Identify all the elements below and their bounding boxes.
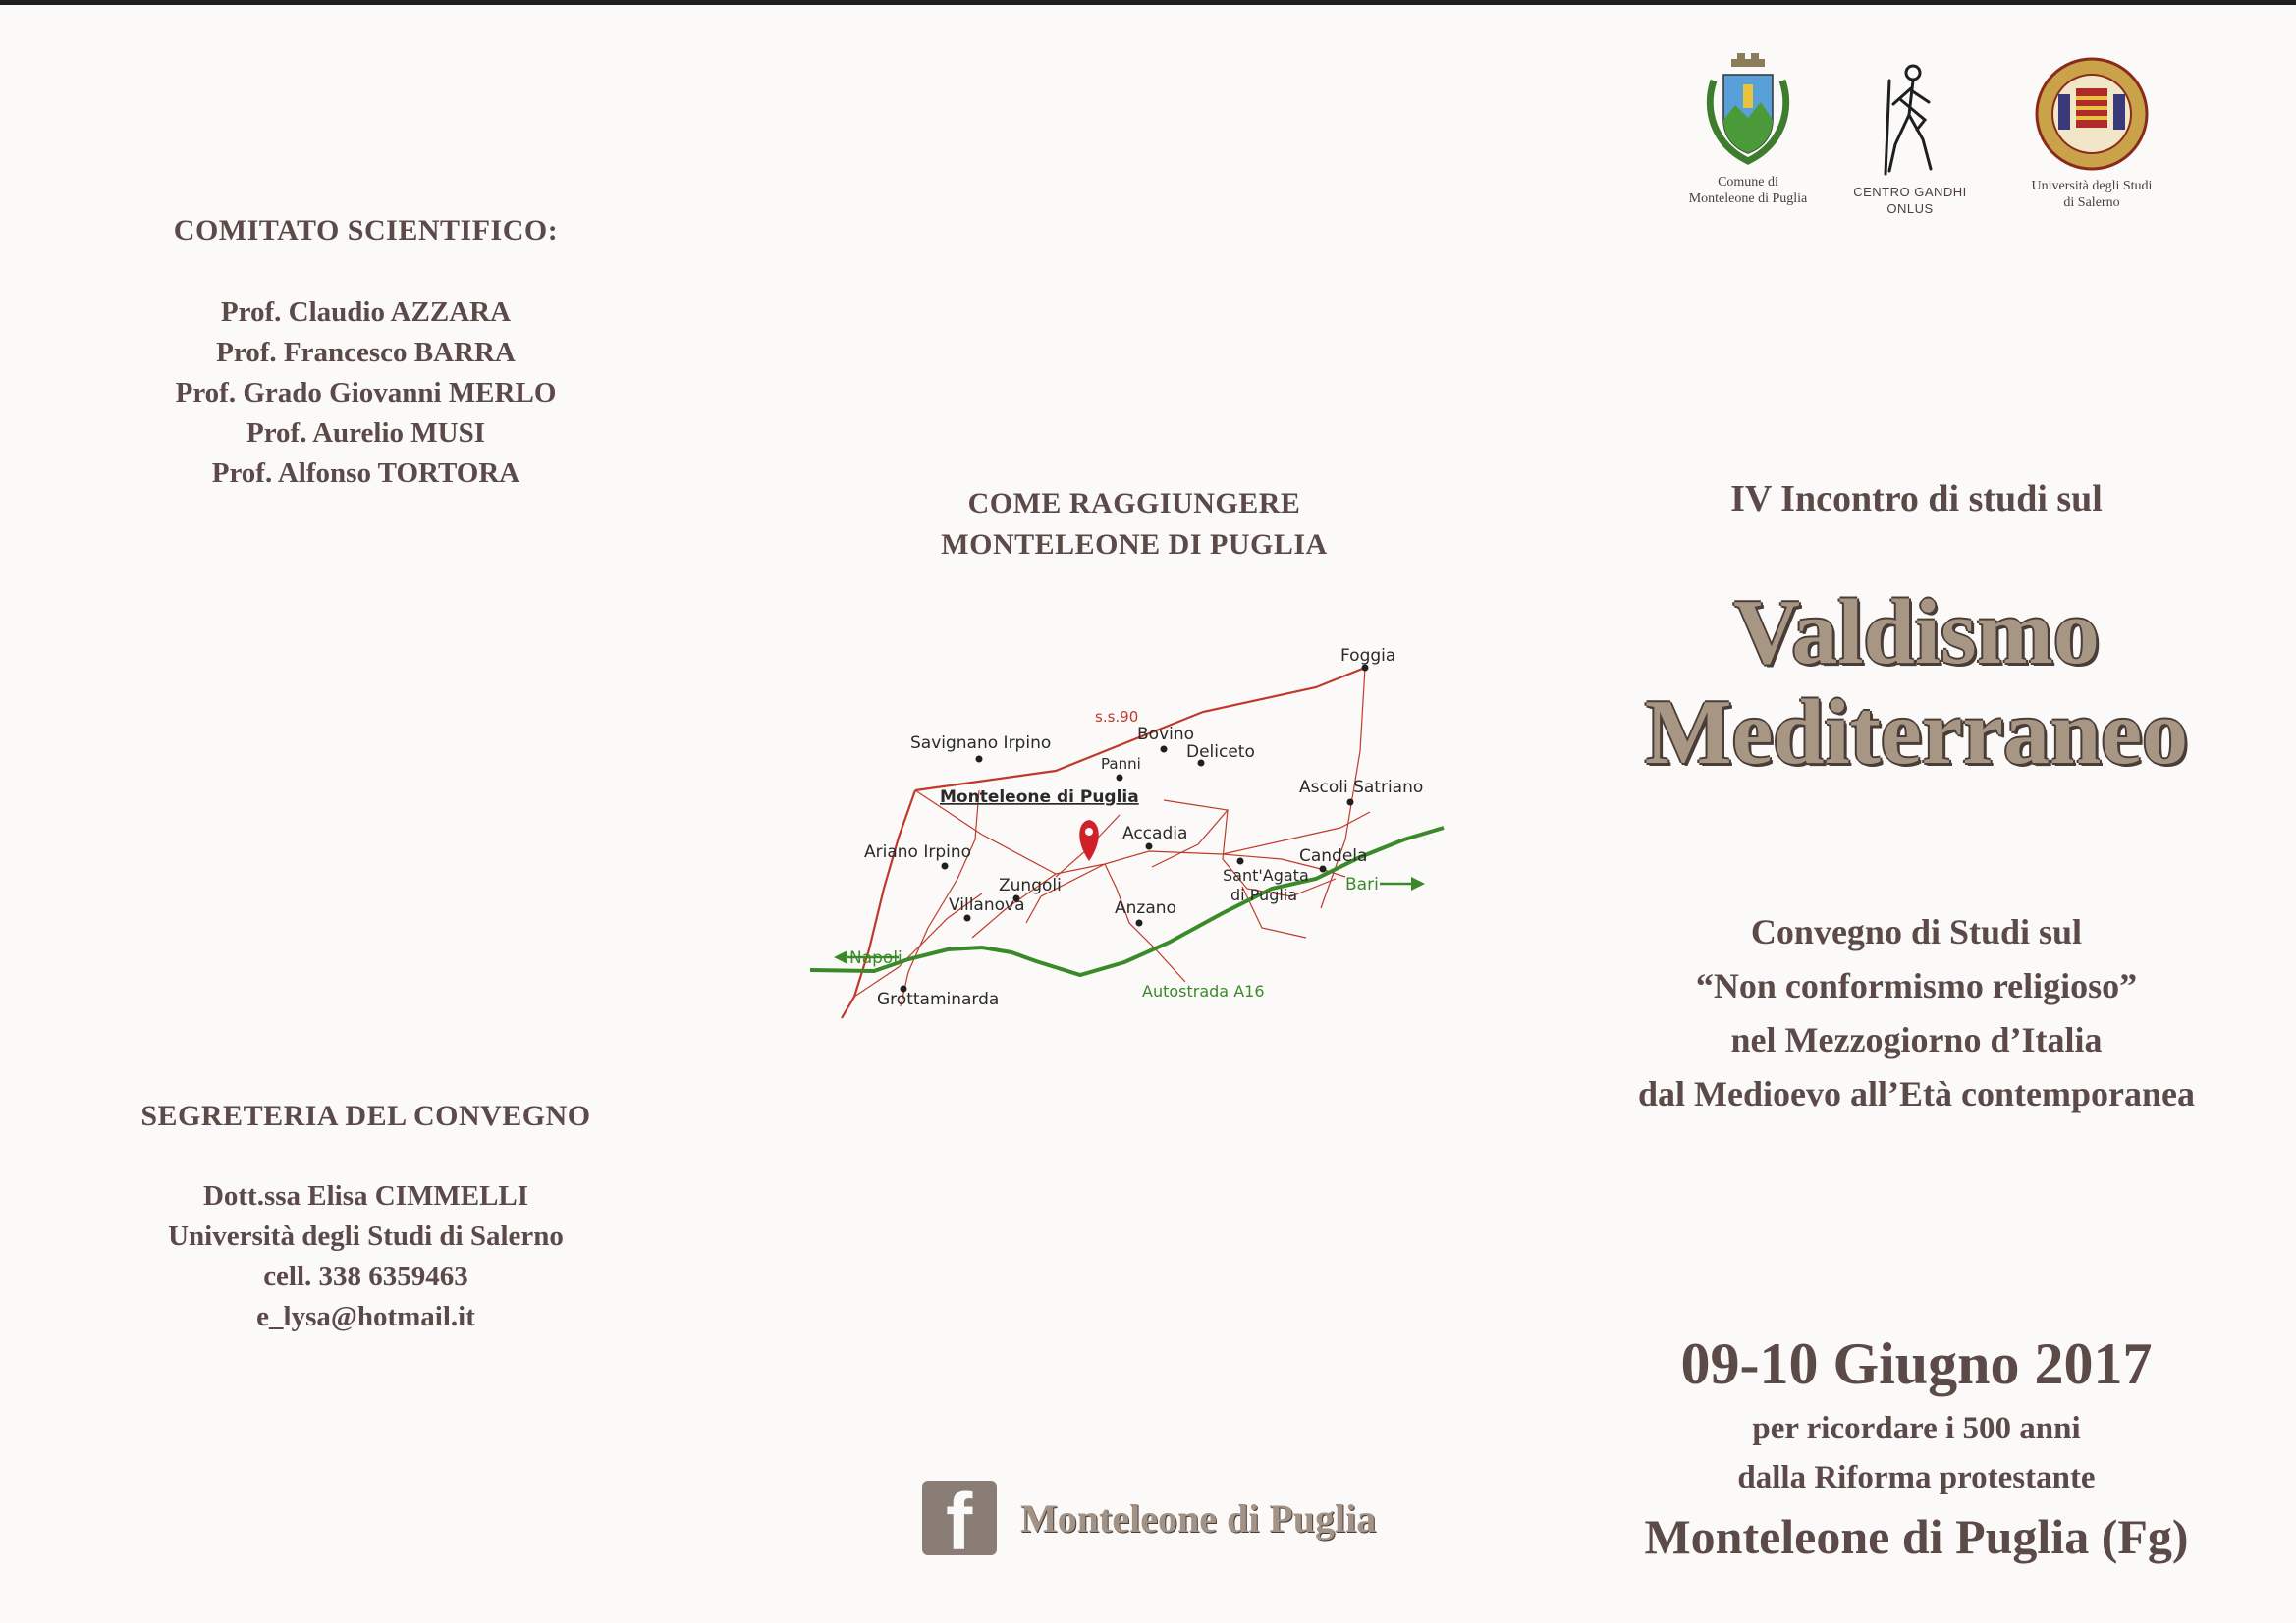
comune-caption-line: Comune di [1718, 175, 1778, 189]
map-label-foggia: Foggia [1340, 646, 1396, 666]
town-dot [964, 915, 971, 922]
map-label-grottaminarda: Grottaminarda [877, 990, 1000, 1009]
committee-member: Prof. Francesco BARRA [216, 337, 516, 368]
secretary-phone: cell. 338 6359463 [263, 1261, 468, 1292]
town-dot [1117, 775, 1123, 782]
map-label-bovino: Bovino [1137, 725, 1195, 744]
coat-of-arms-icon [1694, 51, 1802, 169]
map-label-deliceto: Deliceto [1186, 742, 1255, 762]
committee-member: Prof. Alfonso TORTORA [211, 458, 520, 489]
gandhi-caption [1831, 184, 1989, 217]
event-subtitle: IV Incontro di studi sul [1730, 478, 2103, 519]
map-title-line: COME RAGGIUNGERE [967, 487, 1301, 519]
commemoration-line: per ricordare i 500 anni [1752, 1411, 2081, 1446]
location-pin-icon [1079, 820, 1099, 861]
committee-title: COMITATO SCIENTIFICO: [173, 214, 559, 246]
universita-caption-line: Università degli Studi [2031, 179, 2153, 193]
conference-line: dal Medioevo all’Età contemporanea [1638, 1074, 2195, 1113]
map-label-anzano: Anzano [1115, 898, 1176, 918]
map-label-candela: Candela [1299, 846, 1368, 866]
map-label-ascoli: Ascoli Satriano [1299, 778, 1424, 797]
comune-caption-line: Monteleone di Puglia [1688, 191, 1808, 206]
map-label-santagata-2: di Puglia [1230, 886, 1298, 904]
facebook-icon: f [922, 1481, 997, 1555]
universita-caption [1998, 178, 2185, 211]
map-label-zungoli: Zungoli [999, 876, 1062, 895]
facebook-page-name: Monteleone di Puglia [1020, 1495, 1377, 1541]
secretary-email[interactable]: e_lysa@hotmail.it [256, 1301, 475, 1332]
left-panel [0, 0, 732, 1623]
secretary-name: Dott.ssa Elisa CIMMELLI [202, 1180, 529, 1212]
road-main-west [842, 790, 915, 1018]
map-label-villanova: Villanova [949, 895, 1025, 915]
event-title-line1: Valdismo [1733, 581, 2100, 683]
route-map [810, 594, 1517, 1046]
map-label-santagata-1: Sant'Agata [1223, 866, 1309, 885]
town-dot [1320, 866, 1327, 873]
university-seal-icon [2033, 55, 2151, 173]
universita-caption-line: di Salerno [2063, 195, 2120, 210]
map-label-ariano: Ariano Irpino [864, 842, 972, 862]
town-dot [1161, 746, 1168, 753]
secretary-affiliation: Università degli Studi di Salerno [168, 1220, 564, 1252]
universita-logo [1998, 55, 2185, 211]
committee-member: Prof. Grado Giovanni MERLO [175, 377, 557, 408]
gandhi-walking-icon [1866, 61, 1954, 179]
secretariat-title: SEGRETERIA DEL CONVEGNO [140, 1100, 591, 1132]
map-label-accadia: Accadia [1122, 824, 1188, 843]
commemoration-text [1537, 1404, 2296, 1502]
committee-member: Prof. Aurelio MUSI [246, 417, 485, 449]
event-title-line2: Mediterraneo [1644, 681, 2189, 784]
map-title-line: MONTELEONE DI PUGLIA [941, 528, 1328, 561]
town-dot [942, 863, 949, 870]
comune-logo [1655, 51, 1841, 207]
map-label-panni: Panni [1101, 755, 1141, 773]
town-dot [1136, 920, 1143, 927]
event-location: Monteleone di Puglia (Fg) [1644, 1509, 2189, 1564]
map-title [732, 483, 1537, 566]
map-label-napoli: Napoli [849, 948, 902, 968]
town-dot [1146, 843, 1153, 850]
commemoration-line: dalla Riforma protestante [1737, 1460, 2096, 1495]
committee-list [0, 293, 732, 494]
map-label-savignano: Savignano Irpino [910, 733, 1052, 753]
map-label-bari: Bari [1345, 875, 1379, 894]
napoli-arrowhead-icon [834, 950, 847, 964]
conference-line: “Non conformismo religioso” [1695, 966, 2138, 1005]
town-dot [1347, 799, 1354, 806]
map-label-autostrada: Autostrada A16 [1142, 982, 1265, 1001]
comune-caption [1655, 174, 1841, 207]
conference-line: nel Mezzogiorno d’Italia [1730, 1020, 2103, 1059]
facebook-link[interactable] [922, 1481, 1376, 1555]
event-date: 09-10 Giugno 2017 [1680, 1331, 2153, 1396]
town-dot [1237, 858, 1244, 865]
secretariat-contacts [0, 1176, 732, 1337]
middle-panel [732, 0, 1537, 1623]
committee-member: Prof. Claudio AZZARA [220, 297, 512, 328]
map-label-ss90: s.s.90 [1095, 708, 1139, 726]
gandhi-caption-line: ONLUS [1886, 201, 1934, 216]
gandhi-logo [1831, 61, 1989, 217]
right-panel [1537, 0, 2296, 1623]
conference-description [1537, 905, 2296, 1121]
conference-line: Convegno di Studi sul [1750, 912, 2083, 951]
bari-arrowhead-icon [1411, 877, 1425, 891]
town-dot [976, 756, 983, 763]
gandhi-caption-line: CENTRO GANDHI [1853, 185, 1967, 199]
map-label-monteleone: Monteleone di Puglia [940, 787, 1139, 807]
